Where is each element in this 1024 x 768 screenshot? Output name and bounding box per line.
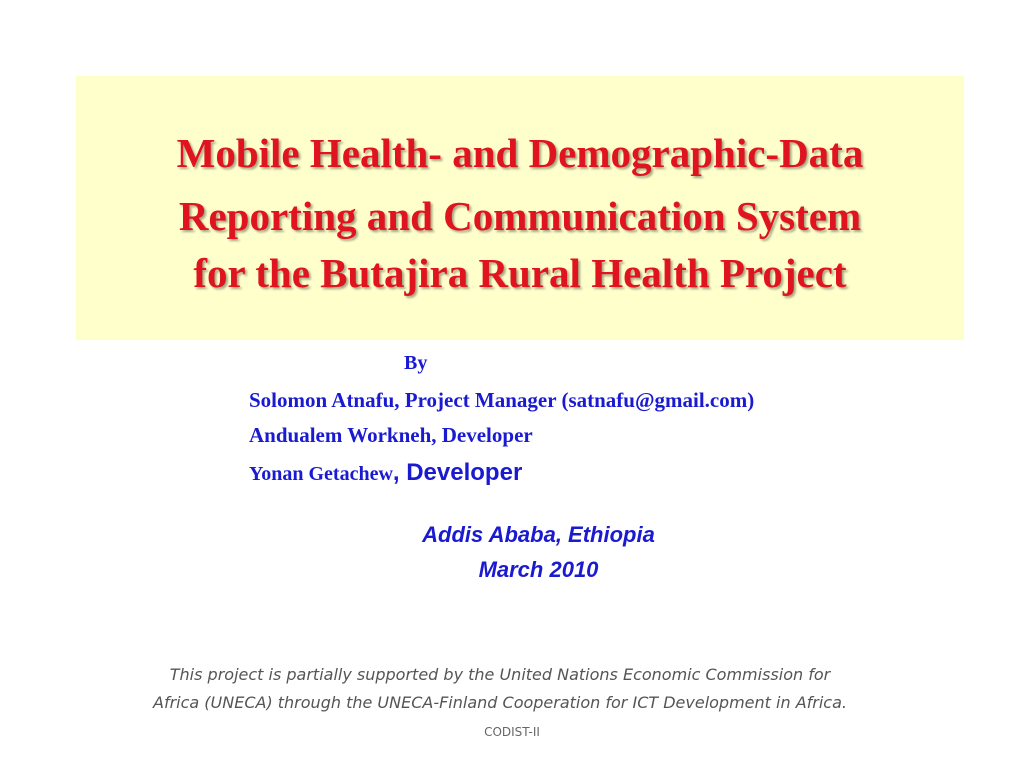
author-solomon: Solomon Atnafu, Project Manager (satnafu@gmail.com): [249, 388, 755, 412]
slide-footer: CODIST-II: [484, 725, 540, 739]
location-date: March 2010: [478, 557, 599, 582]
author-yonan-name: Yonan Getachew: [249, 463, 393, 485]
location-place: Addis Ababa, Ethiopia: [422, 522, 655, 547]
title-line-3: for the Butajira Rural Health Project: [193, 250, 847, 296]
author-andualem: Andualem Workneh, Developer: [249, 423, 533, 447]
footnote-line-1: This project is partially supported by the United Nations Economic Commission for: [169, 665, 831, 684]
footnote-line-2: Africa (UNECA) through the UNECA-Finland Cooperation for ICT Development in Africa.: [153, 693, 847, 712]
title-line-1: Mobile Health- and Demographic-Data: [176, 130, 864, 176]
by-label: By: [404, 352, 428, 374]
author-yonan: [249, 457, 522, 490]
title-line-2: Reporting and Communication System: [178, 193, 862, 239]
title-box: [76, 76, 964, 340]
author-yonan-role: , Developer: [392, 459, 523, 486]
